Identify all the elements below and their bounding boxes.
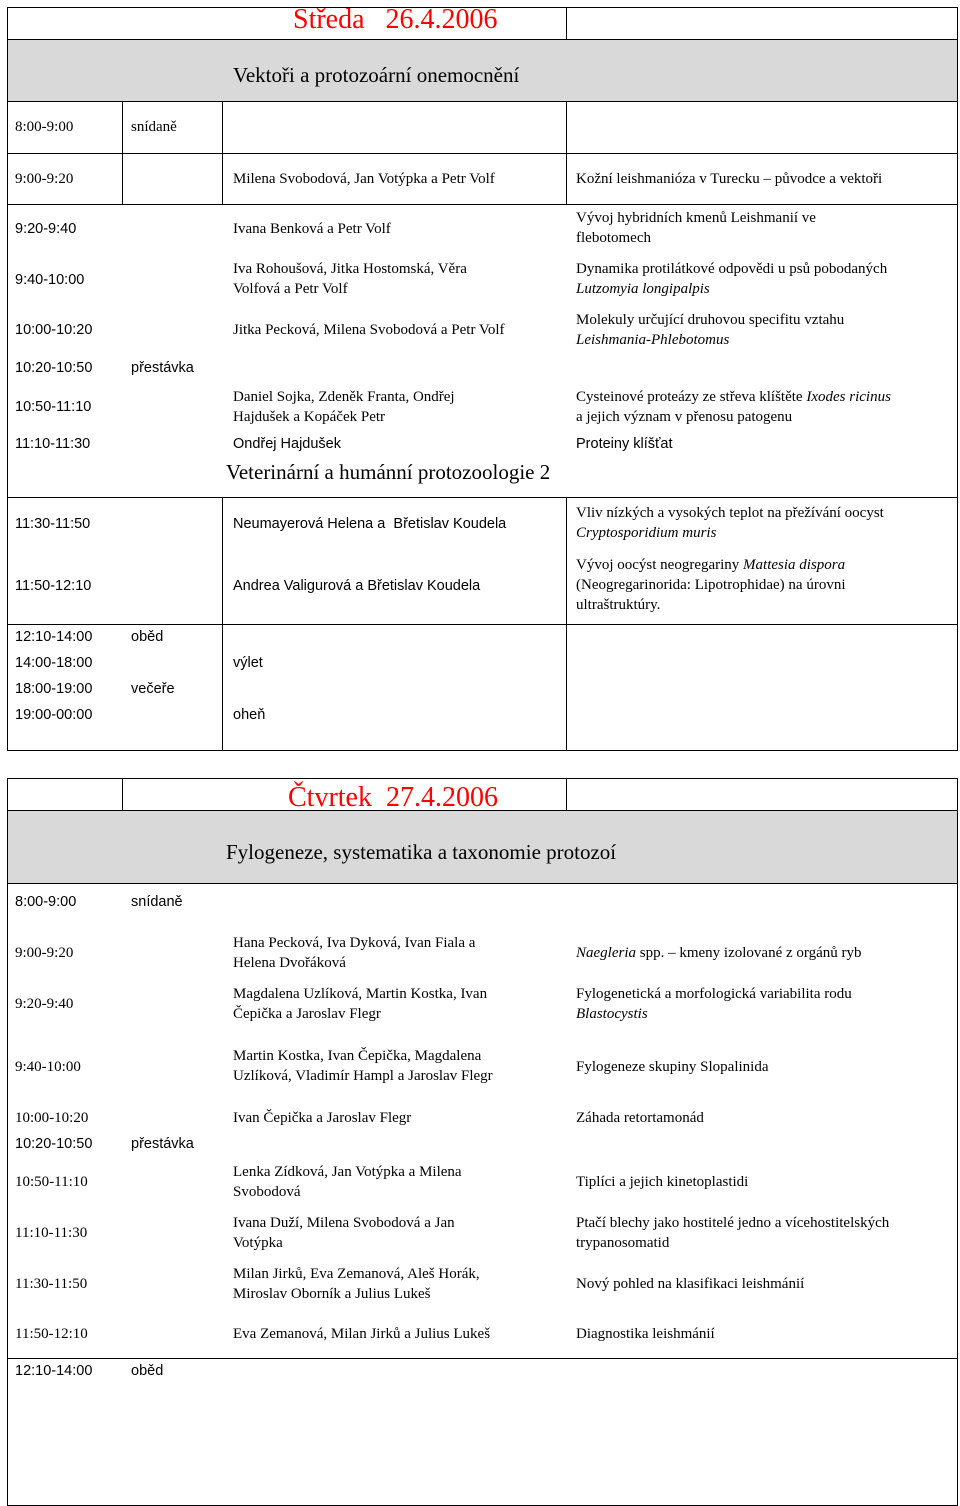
authors-cell: Neumayerová Helena a Břetislav Koudela [233, 516, 507, 532]
time-cell: 11:30-11:50 [15, 516, 91, 532]
authors-cell: Jitka Pecková, Milena Svobodová a Petr Volf [233, 322, 505, 338]
activity-label: oheň [233, 707, 266, 723]
authors-cell: Milena Svobodová, Jan Votýpka a Petr Volf [233, 171, 495, 187]
time-cell: 9:40-10:00 [15, 272, 85, 288]
time-cell: 14:00-18:00 [15, 655, 93, 671]
time-cell: 11:30-11:50 [15, 1276, 88, 1292]
authors-cell: Ivana Benková a Petr Volf [233, 221, 391, 237]
section-title: Vektoři a protozoární onemocnění [233, 63, 520, 87]
activity-label: výlet [233, 655, 263, 671]
time-cell: 10:50-11:10 [15, 1174, 88, 1190]
meal-label: večeře [131, 681, 175, 697]
topic-cell: Dynamika protilátkové odpovědi u psů pobodaných Lutzomyia longipalpis [576, 261, 888, 297]
meal-label: oběd [131, 629, 164, 645]
time-cell: 9:40-10:00 [15, 1059, 81, 1075]
time-cell: 12:10-14:00 [15, 629, 93, 645]
section-title: Veterinární a humánní protozoologie 2 [226, 460, 551, 484]
time-cell: 9:20-9:40 [15, 996, 74, 1012]
authors-cell: Daniel Sojka, Zdeněk Franta, Ondřej Hajdušek a Kopáček Petr [233, 389, 455, 425]
meal-label: snídaně [131, 119, 177, 135]
topic-cell: Molekuly určující druhovou specifitu vztahu Leishmania-Phlebotomus [576, 312, 845, 348]
time-cell: 18:00-19:00 [15, 681, 93, 697]
time-cell: 19:00-00:00 [15, 707, 93, 723]
authors-cell: Hana Pecková, Iva Dyková, Ivan Fiala a Helena Dvořáková [233, 935, 476, 971]
authors-cell: Martin Kostka, Ivan Čepička, Magdalena Uzlíková, Vladimír Hampl a Jaroslav Flegr [233, 1048, 493, 1084]
topic-cell: Vliv nízkých a vysokých teplot na přežívání oocyst Cryptosporidium muris [576, 505, 884, 541]
topic-cell: Nový pohled na klasifikaci leishmánií [576, 1276, 805, 1292]
authors-cell: Eva Zemanová, Milan Jirků a Julius Lukeš [233, 1326, 491, 1342]
topic-cell: Vývoj oocýst neogregariny Mattesia dispora (Neogregarinorida: Lipotrophidae) na úrovni ultraštruktúry. [576, 557, 846, 613]
topic-cell: Cysteinové proteázy ze střeva klíštěte Ixodes ricinus a jejich význam v přenosu patogenu [576, 389, 891, 425]
authors-cell: Ondřej Hajdušek [233, 436, 341, 452]
topic-cell: Naegleria spp. – kmeny izolované z orgánů ryb [576, 945, 862, 961]
time-cell: 11:50-12:10 [15, 1326, 88, 1342]
authors-cell: Andrea Valigurová a Břetislav Koudela [233, 578, 481, 594]
time-cell: 11:50-12:10 [15, 578, 92, 594]
time-cell: 9:20-9:40 [15, 221, 77, 237]
authors-cell: Ivana Duží, Milena Svobodová a Jan Votýpka [233, 1215, 455, 1251]
time-cell: 11:10-11:30 [15, 436, 91, 452]
topic-cell: Vývoj hybridních kmenů Leishmanií ve flebotomech [576, 210, 816, 246]
topic-cell: Diagnostika leishmánií [576, 1326, 715, 1342]
time-cell: 9:00-9:20 [15, 171, 74, 187]
meal-label: oběd [131, 1363, 164, 1379]
time-cell: 10:00-10:20 [15, 322, 93, 338]
authors-cell: Milan Jirků, Eva Zemanová, Aleš Horák, Miroslav Oborník a Julius Lukeš [233, 1266, 480, 1302]
topic-cell: Proteiny klíšťat [576, 436, 673, 452]
time-cell: 10:20-10:50 [15, 1136, 93, 1152]
day-title: Čtvrtek 27.4.2006 [288, 782, 498, 813]
time-cell: 10:50-11:10 [15, 399, 92, 415]
authors-cell: Iva Rohoušová, Jitka Hostomská, Věra Volfová a Petr Volf [233, 261, 467, 297]
time-cell: 9:00-9:20 [15, 945, 74, 961]
time-cell: 8:00-9:00 [15, 119, 74, 135]
authors-cell: Magdalena Uzlíková, Martin Kostka, Ivan Čepička a Jaroslav Flegr [233, 986, 488, 1022]
topic-cell: Záhada retortamonád [576, 1110, 704, 1126]
day-title: Středa 26.4.2006 [293, 4, 498, 35]
topic-cell: Fylogenetická a morfologická variabilita rodu Blastocystis [576, 986, 852, 1022]
time-cell: 12:10-14:00 [15, 1363, 93, 1379]
time-cell: 10:00-10:20 [15, 1110, 89, 1126]
topic-cell: Fylogeneze skupiny Slopalinida [576, 1059, 769, 1075]
time-cell: 10:20-10:50 [15, 360, 93, 376]
time-cell: 11:10-11:30 [15, 1225, 88, 1241]
break-label: přestávka [131, 360, 194, 376]
authors-cell: Lenka Zídková, Jan Votýpka a Milena Svobodová [233, 1164, 462, 1200]
section-title: Fylogeneze, systematika a taxonomie protozoí [226, 840, 617, 864]
authors-cell: Ivan Čepička a Jaroslav Flegr [233, 1110, 412, 1126]
break-label: přestávka [131, 1136, 194, 1152]
meal-label: snídaně [131, 894, 183, 910]
topic-cell: Tiplíci a jejich kinetoplastidi [576, 1174, 749, 1190]
time-cell: 8:00-9:00 [15, 894, 77, 910]
topic-cell: Kožní leishmanióza v Turecku – původce a vektoři [576, 171, 883, 187]
topic-cell: Ptačí blechy jako hostitelé jedno a vícehostitelských trypanosomatid [576, 1215, 890, 1251]
